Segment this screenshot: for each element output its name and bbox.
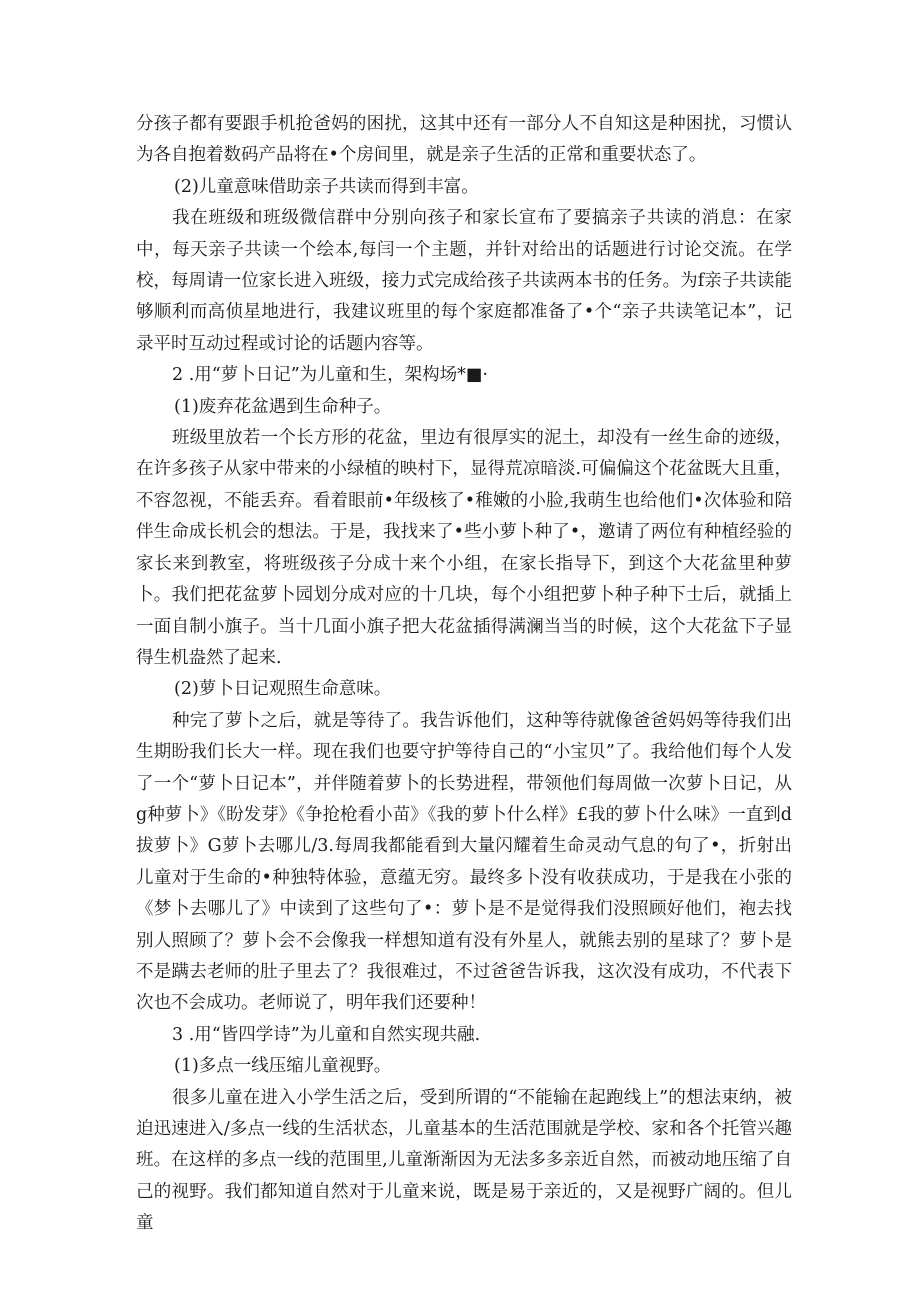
- body-paragraph: 种完了萝卜之后，就是等待了。我告诉他们，这种等待就像爸爸妈妈等待我们出生期盼我们长大一样。现在我们也要守护等待自己的“小宝贝”了。我给他们每个人发了一个“萝卜日记本”，并伴随着萝卜的长势进程，带领他们每周做一次萝卜日记，从g种萝卜》《盼发芽》《争抢枪看小苗》《我的萝卜什么样》£我的萝卜什么味》一直到d拔萝卜》G萝卜去哪儿/3.每周我都能看到大量闪耀着生命灵动气息的句了•，折射出儿童对于生命的•种独特体验，意蕴无穷。最终多卜没有收获成功，于是我在小张的《梦卜去哪儿了》中读到了这些句了•：萝卜是不是觉得我们没照顾好他们，袍去找别人照顾了？萝卜会不会像我一样想知道有没有外星人，就熊去别的星球了？萝卜是不是蹒去老师的肚子里去了？我很难过，不过爸爸告诉我，这次没有成功，不代表下次也不会成功。老师说了，明年我们还要种！: [136, 710, 792, 1014]
- section-heading: 3 .用“皆四学诗”为儿童和自然实现共融.: [172, 1024, 481, 1045]
- subsection-heading: (2)儿童意味借助亲子共读而得到丰富。: [174, 176, 479, 197]
- subsection-heading: (1)多点一线压缩儿童视野。: [174, 1056, 392, 1077]
- paragraph-continuation: 分孩子都有要跟手机抢爸妈的困扰，这其中还有一部分人不自知这是种困扰，习惯认为各自抱着数码产品将在•个房间里，就是亲子生活的正常和重要状态了。: [136, 114, 792, 166]
- section-heading: 2 .用“萝卜日记”为儿童和生，架构场*■·: [172, 365, 488, 386]
- body-paragraph: 班级里放若一个长方形的花盆，里边有很厚实的泥土，却没有一丝生命的迹级，在许多孩子从家中带来的小绿植的映村下，显得荒凉暗淡.可偏偏这个花盆既大且重，不容忽视，不能丢弃。看着眼前•年级核了•稚嫩的小脸,我萌生也给他们•次体验和陪伴生命成长机会的想法。于是，我找来了•些小萝卜种了•，邀请了两位有种植经验的家长来到教室，将班级孩子分成十来个小组，在家长指导下，到这个大花盆里种萝卜。我们把花盆萝卜园划分成对应的十几块，每个小组把萝卜种子种下士后，就插上一面自制小旗子。当十几面小旗子把大花盆插得满澜当当的时候，这个大花盆下子显得生机盎然了起来.: [136, 428, 792, 668]
- body-paragraph: 很多儿童在进入小学生活之后，受到所谓的“不能输在起跑线上”的想法束纳，被迫迅速进入/多点一线的生活状态，儿童基本的生活范围就是学校、家和各个托管兴趣班。在这样的多点一线的范围里,儿童渐渐因为无法多多亲近自然，而被动地压缩了自己的视野。我们都知道自然对于儿童来说，既是易于亲近的，又是视野广阔的。但儿童: [136, 1087, 792, 1234]
- body-paragraph: 我在班级和班级微信群中分别向孩子和家长宣布了要搞亲子共读的消息：在家中，每天亲子共读一个绘本,每闫一个主题，并针对给出的话题进行讨论交流。在学校，每周请一位家长进入班级，接力式完成给孩子共读两本书的任务。为f亲子共读能够顺利而高侦星地进行，我建议班里的每个家庭都准备了•个“亲子共读笔记本”，记录平时互动过程或讨论的话题内容等。: [136, 208, 792, 354]
- document-body: [136, 109, 792, 1240]
- subsection-heading: (2)萝卜日记观照生命意味。: [174, 679, 392, 700]
- subsection-heading: (1)废弃花盆遇到生命种子。: [174, 396, 392, 417]
